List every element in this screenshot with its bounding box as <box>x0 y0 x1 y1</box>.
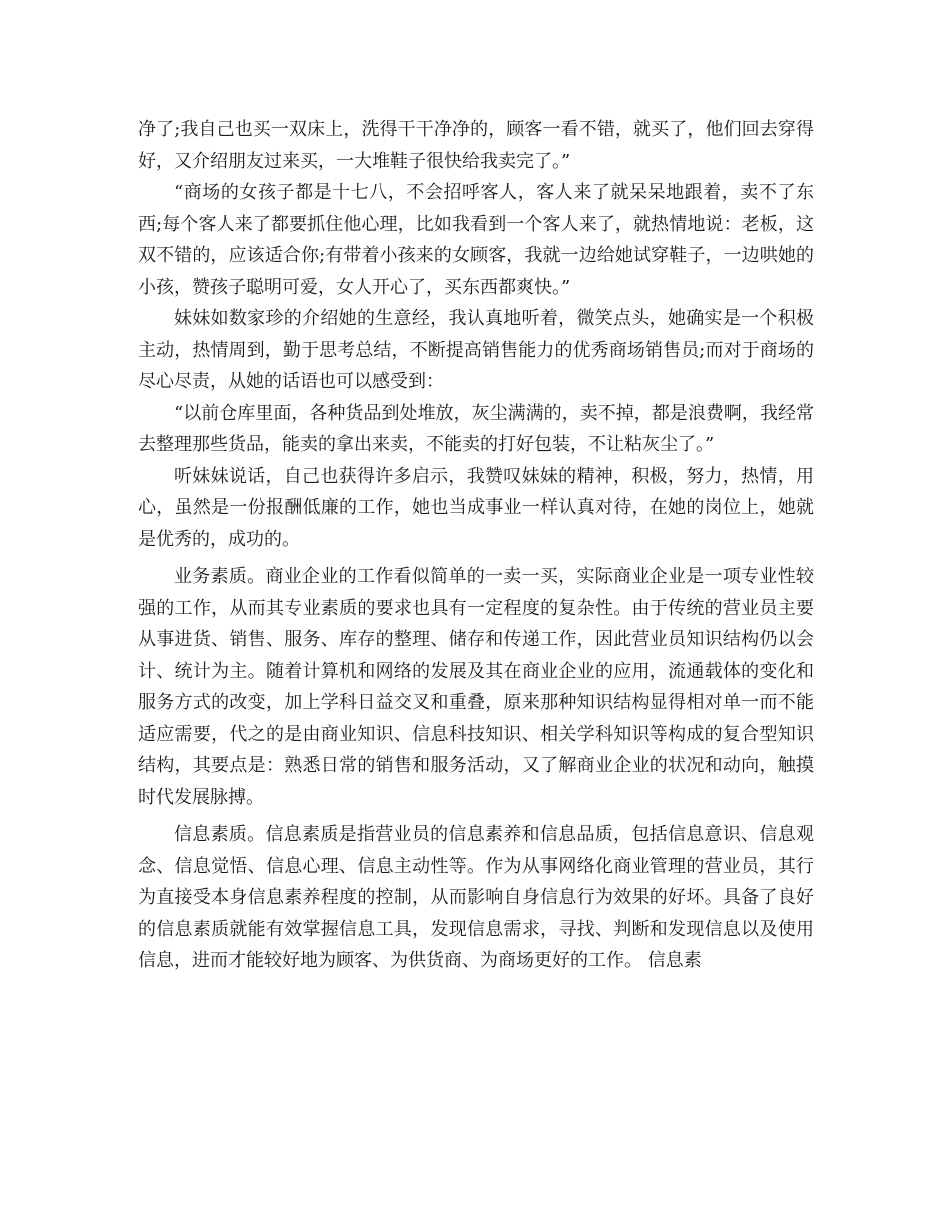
paragraph-inspiration: 听妹妹说话，自己也获得许多启示，我赞叹妹妹的精神，积极，努力，热情，用心，虽然是一份报酬低廉的工作，她也当成事业一样认真对待，在她的岗位上，她就是优秀的，成功的。 <box>138 465 814 550</box>
paragraph-sister-introduction: 妹妹如数家珍的介绍她的生意经，我认真地听着，微笑点头，她确实是一个积极主动，热情周到，勤于思考总结，不断提高销售能力的优秀商场销售员;而对于商场的尽心尽责，从她的话语也可以感受到： <box>138 308 814 392</box>
paragraph-continuation: 净了;我自己也买一双床上，洗得干干净净的，顾客一看不错，就买了，他们回去穿得好，又介绍朋友过来买，一大堆鞋子很快给我卖完了。” <box>138 119 814 172</box>
paragraph-business-quality: 业务素质。商业企业的工作看似简单的一卖一买，实际商业企业是一项专业性较强的工作，从而其专业素质的要求也具有一定程度的复杂性。由于传统的营业员主要从事进货、销售、服务、库存的整理、储存和传递工作，因此营业员知识结构仍以会计、统计为主。随着计算机和网络的发展及其在商业企业的应用，流通载体的变化和服务方式的改变，加上学科日益交叉和重叠，原来那种知识结构显得相对单一而不能适应需要，代之的是由商业知识、信息科技知识、相关学科知识等构成的复合型知识结构，其要点是：熟悉日常的销售和服务活动，又了解商业企业的状况和动向，触摸时代发展脉搏。 <box>138 566 814 808</box>
paragraph-quote-warehouse: “以前仓库里面，各种货品到处堆放，灰尘满满的，卖不掉，都是浪费啊，我经常去整理那些货品，能卖的拿出来卖，不能卖的打好包装，不让粘灰尘了。” <box>138 402 814 455</box>
document-body <box>138 114 814 977</box>
paragraph-information-quality: 信息素质。信息素质是指营业员的信息素养和信息品质，包括信息意识、信息观念、信息觉悟、信息心理、信息主动性等。作为从事网络化商业管理的营业员，其行为直接受本身信息素养程度的控制，从而影响自身信息行为效果的好坏。具备了良好的信息素质就能有效掌握信息工具，发现信息需求，寻找、判断和发现信息以及使用信息，进而才能较好地为顾客、为供货商、为商场更好的工作。 信息素 <box>138 824 814 971</box>
paragraph-quote-sales-tips: “商场的女孩子都是十七八，不会招呼客人，客人来了就呆呆地跟着，卖不了东西;每个客人来了都要抓住他心理，比如我看到一个客人来了，就热情地说：老板，这双不错的，应该适合你;有带着小孩来的女顾客，我就一边给她试穿鞋子，一边哄她的小孩，赞孩子聪明可爱，女人开心了，买东西都爽快。” <box>138 182 814 298</box>
